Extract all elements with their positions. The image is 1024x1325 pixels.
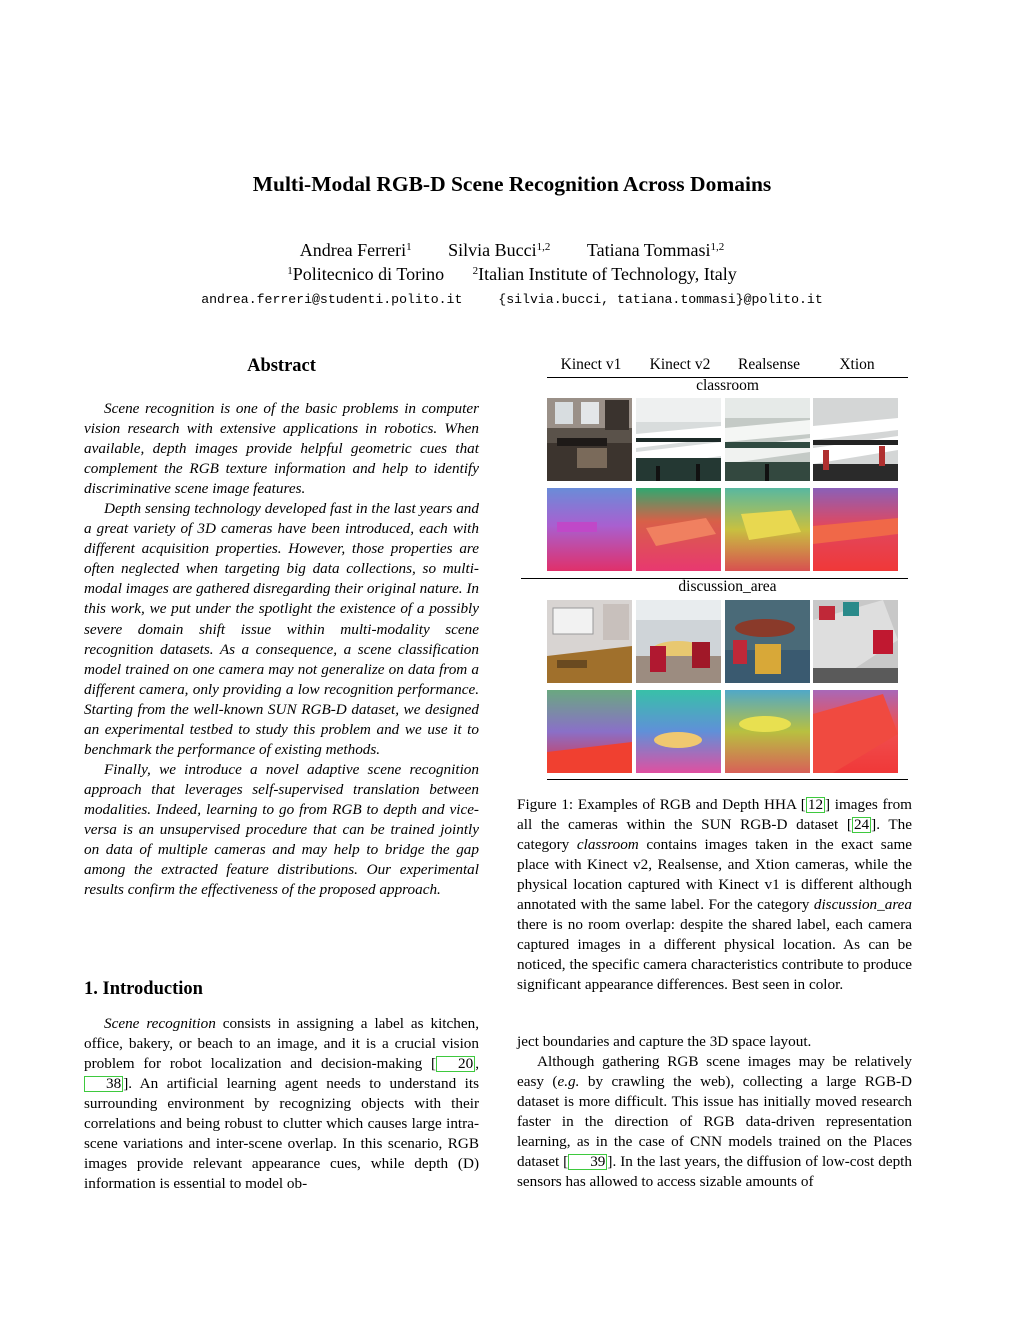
citation-link[interactable]: 20 [436,1056,475,1072]
rule [547,779,908,780]
abstract-paragraph: Depth sensing technology developed fast in the last years and a great variety of 3D cameras have been introduced, each with different acquisition properties. However, those properties are often neglected when targeting big data collections, so multi-modal images are gathered disregarding their original nature. In this work, we put under the spotlight the existence of a possibly severe domain shift issue within multi-modality scene recognition datasets. As a consequence, a scene classification model trained on one camera may not generalize on data from a different camera, only providing a low recognition performance. Starting from the well-known SUN RGB-D dataset, we designed an experimental testbed to study this problem and we use it to benchmark the performance of existing methods. [84,500,479,758]
rgb-image [547,600,632,683]
rgb-image [813,398,898,481]
figure-1 [517,354,912,784]
author: Silvia Bucci$^{1,2}$ [448,240,551,260]
body-paragraph: Although gathering RGB scene images may be relatively easy (e.g. by crawling the web), collecting a large RGB-D dataset is more difficult. This issue has initially moved research faster in the direction of RGB data-driven representation learning, as in the case of CNN models trained on the Places dataset [ 39 ]. In the last years, the diffusion of low-cost depth sensors has allowed to access sizable amounts of [517,1053,912,1191]
email: andrea.ferreri@studenti.polito.it [201,292,463,307]
depth-image [547,690,632,773]
column-header: Realsense [738,356,800,373]
author: Tatiana Tommasi$^{1,2}$ [586,240,725,260]
abstract-heading: Abstract [247,356,316,376]
citation-link[interactable]: 24 [853,816,870,834]
abstract-paragraph: Scene recognition is one of the basic problems in computer vision research with extensive applications in robotics. When available, depth images provide helpful geometric cues that complement the RGB texture information and help to identify discriminative scene image features. [84,400,479,498]
rgb-image [547,398,632,481]
rgb-image [725,600,810,683]
author: Andrea Ferreri$^1$ [299,240,412,260]
email-list [0,292,1024,307]
rgb-image [636,600,721,683]
rgb-image [813,600,898,683]
paper-title: Multi-Modal RGB-D Scene Recognition Across Domains [252,172,772,196]
depth-image [636,690,721,773]
column-header: Kinect v1 [560,356,622,373]
author-list [0,240,1024,261]
intro-body [84,1014,479,1194]
citation-link[interactable]: 38 [84,1076,123,1092]
affiliation-list [0,264,1024,285]
rgb-image [725,398,810,481]
section-heading: 1. Introduction [84,979,203,999]
abstract-body [84,399,479,900]
group-label: discussion_area [678,578,777,595]
affiliation: $^2$Italian Institute of Technology, Italy [472,264,737,284]
body-paragraph: ject boundaries and capture the 3D space layout. [517,1033,812,1050]
depth-image [813,690,898,773]
group-label: classroom [696,377,759,394]
column-header: Xtion [839,356,875,373]
figure-caption: Figure 1: Examples of RGB and Depth HHA [ 12 ] images from all the cameras within the SUN RGB-D dataset [ 24 ]. The category classroom contains images taken in the exact same place with Kinect v2, Realsense, and Xtion cameras, while the physical location captured with Kinect v1 is different although annotated with the same label. For the category discussion_area there is no room overlap: despite the shared label, each camera captured images in a different physical location. As can be noticed, the specific camera characteristics contribute to produce significant appearance differences. Best seen in color. [517,796,912,994]
email: {silvia.bucci, tatiana.tommasi}@polito.it [498,292,823,307]
depth-image [813,488,898,571]
column-header: Kinect v2 [649,356,711,373]
abstract-paragraph: Finally, we introduce a novel adaptive scene recognition approach that leverages self-supervised translation between modalities. Indeed, learning to go from RGB to depth and vice-versa is an unsupervised procedure that can be trained jointly on data of multiple cameras and may help to bridge the gap among the extracted feature distributions. Our experimental results confirm the effectiveness of the proposed approach. [84,760,479,899]
depth-image [636,488,721,571]
intro-paragraph: Scene recognition consists in assigning a label as kitchen, office, bakery, or beach to an image, and it is a crucial vision problem for robot localization and decision-making [ 20 , 38 ]. An artificial learning agent needs to understand its surrounding environment by recognizing objects with their correlations and being robust to clutter which causes large intra-scene variations and inter-scene overlap. In this scenario, RGB images provide relevant appearance cues, while depth (D) information is essential to model ob- [84,1015,479,1193]
affiliation: $^1$Politecnico di Torino [287,264,445,284]
right-column-text [517,1032,912,1192]
citation-link[interactable]: 12 [807,796,824,813]
depth-image [547,488,632,571]
rgb-image [636,398,721,481]
citation-link[interactable]: 39 [568,1154,607,1170]
depth-image [725,488,810,571]
depth-image [725,690,810,773]
